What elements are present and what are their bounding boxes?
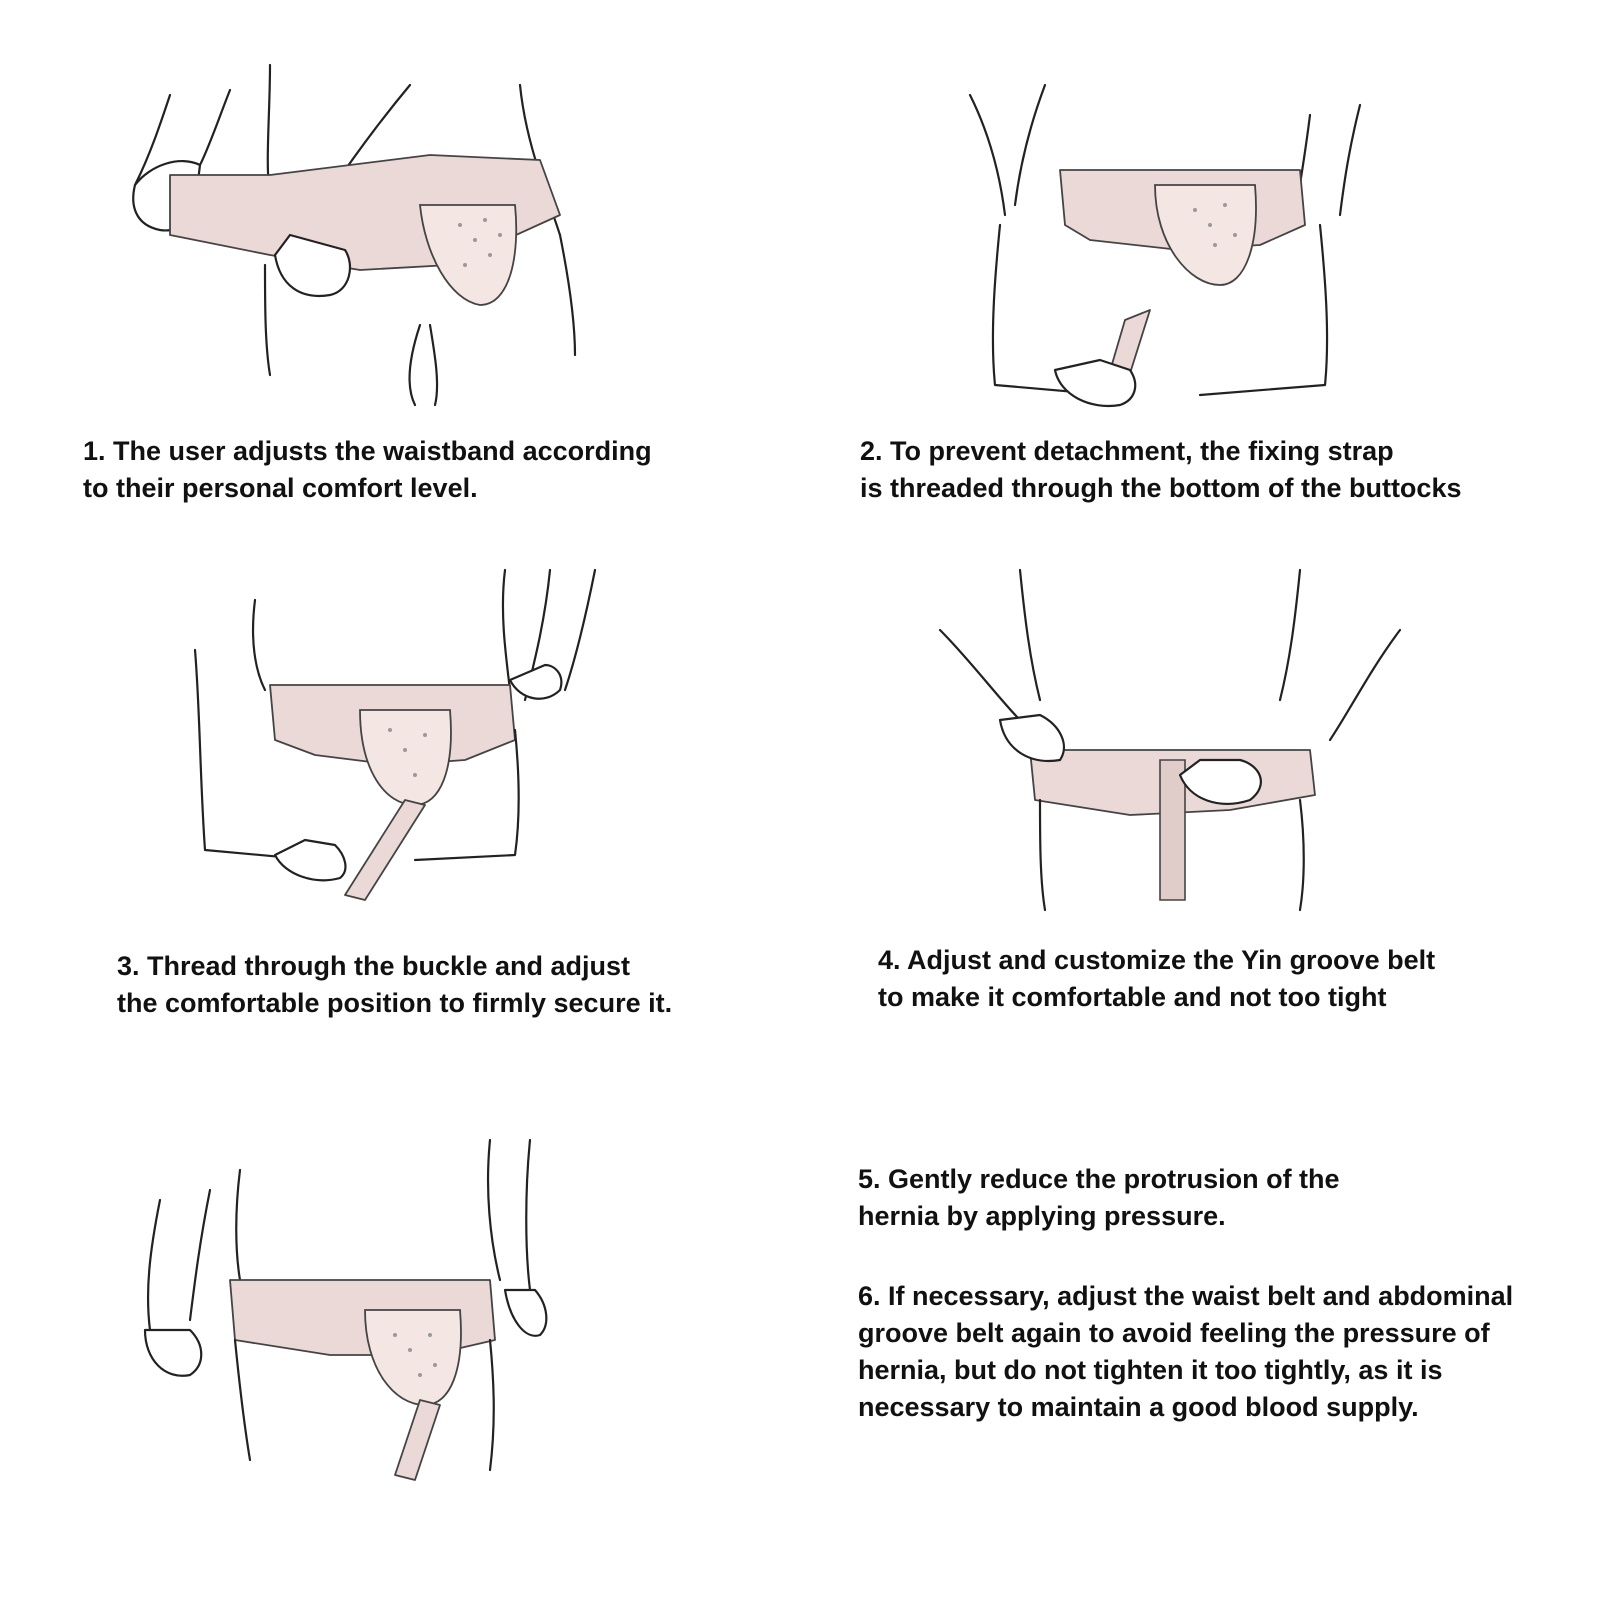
illustration-step-1 — [120, 55, 620, 425]
step-4-line-1: 4. Adjust and customize the Yin groove belt — [878, 945, 1436, 975]
step-4-line-2: to make it comfortable and not too tight — [878, 982, 1387, 1012]
step-1-line-1: 1. The user adjusts the waistband according — [83, 436, 652, 466]
step-2-line-2: is threaded through the bottom of the buttocks — [860, 473, 1462, 503]
illustration-step-3 — [165, 560, 625, 920]
illustration-step-2 — [960, 75, 1420, 425]
step-3-line-1: 3. Thread through the buckle and adjust — [117, 951, 631, 981]
illustration-step-4 — [930, 560, 1430, 920]
step-5-line-2: hernia by applying pressure. — [858, 1201, 1226, 1231]
step-1-line-2: to their personal comfort level. — [83, 473, 478, 503]
step-6-caption — [858, 1278, 1513, 1426]
step-6-line-1: 6. If necessary, adjust the waist belt and abdominal — [858, 1281, 1514, 1311]
step-4-caption — [878, 942, 1435, 1016]
step-6-line-2: groove belt again to avoid feeling the pressure of — [858, 1318, 1490, 1348]
step-3-caption — [117, 948, 672, 1022]
illustration-step-5-6 — [130, 1130, 590, 1520]
step-6-line-4: necessary to maintain a good blood supply. — [858, 1392, 1419, 1422]
step-6-line-3: hernia, but do not tighten it too tightly, as it is — [858, 1355, 1443, 1385]
step-3-line-2: the comfortable position to firmly secure it. — [117, 988, 673, 1018]
step-5-line-1: 5. Gently reduce the protrusion of the — [858, 1164, 1340, 1194]
step-2-line-1: 2. To prevent detachment, the fixing strap — [860, 436, 1394, 466]
step-1-caption — [83, 433, 652, 507]
step-5-caption — [858, 1161, 1340, 1235]
step-2-caption — [860, 433, 1461, 507]
